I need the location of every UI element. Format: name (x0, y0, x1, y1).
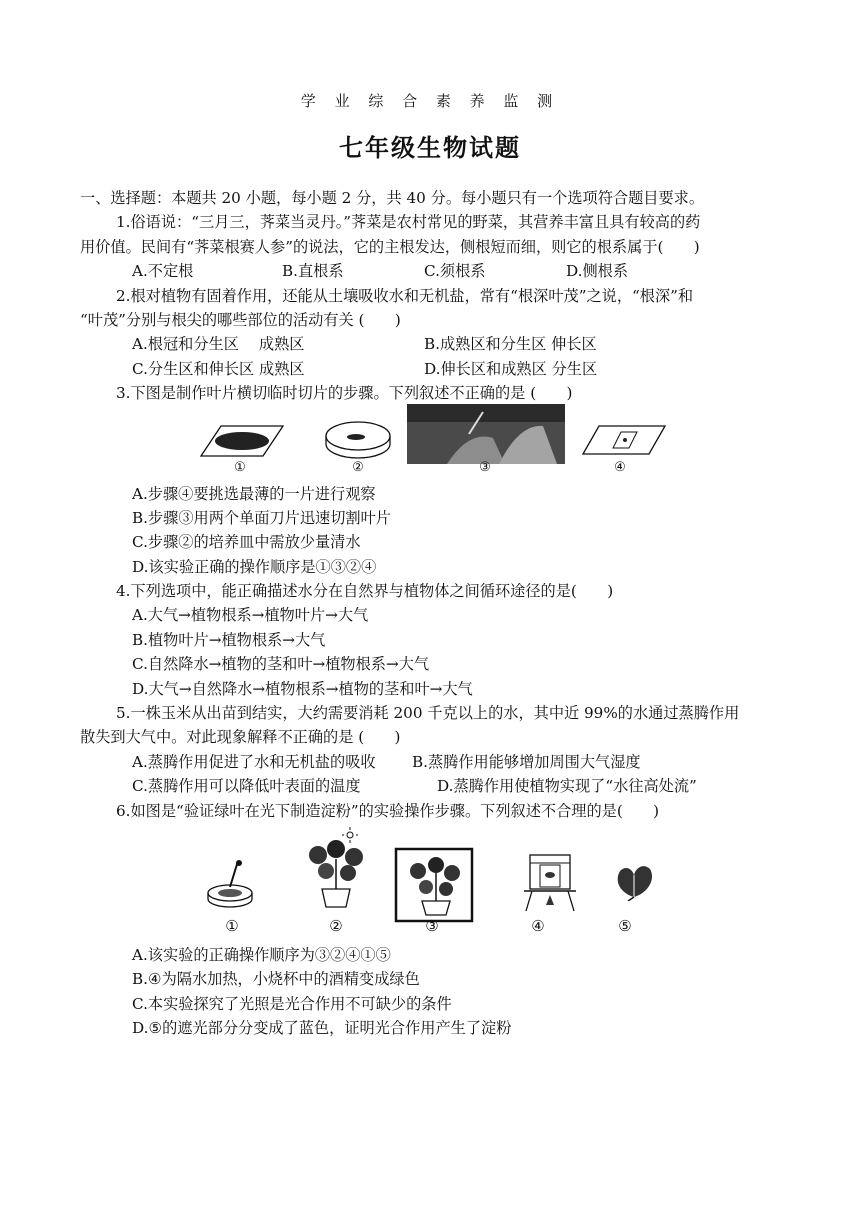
q1-option-b: B.直根系 (282, 262, 344, 281)
q4-option-a: A.大气→植物根系→植物叶片→大气 (132, 606, 369, 625)
q2-option-c: C.分生区和伸长区 成熟区 (132, 359, 305, 378)
dish-with-dropper-image (202, 859, 262, 909)
q3-line-1: 3.下图是制作叶片横切临时切片的步骤。下列叙述不正确的是 ( ) (116, 384, 573, 403)
q3-figure-label-4: ④ (614, 459, 626, 475)
q6-figure (80, 827, 785, 939)
q6-figure-label-3: ③ (425, 916, 439, 935)
q6-option-a: A.该实验的正确操作顺序为③②④①⑤ (132, 945, 391, 964)
temporary-slide-image (577, 422, 669, 458)
q6-option-d: D.⑤的遮光部分分变成了蓝色，证明光合作用产生了淀粉 (132, 1019, 512, 1038)
q1-option-a: A.不定根 (132, 262, 194, 281)
section-heading: 一、选择题：本题共 20 小题，每小题 2 分，共 40 分。每小题只有一个选项符合题目要求。 (80, 189, 705, 207)
q2-option-b: B.成熟区和分生区 伸长区 (424, 335, 597, 354)
q6-figure-label-5: ⑤ (618, 916, 632, 935)
q6-option-c: C.本实验探究了光照是光合作用不可缺少的条件 (132, 994, 452, 1013)
leaf-on-slide-image (195, 420, 287, 460)
q2-option-d: D.伸长区和成熟区 分生区 (424, 359, 598, 378)
q6-figure-label-1: ① (225, 916, 239, 935)
q1-line-2: 用价值。民间有“荠菜根赛人参”的说法，它的主根发达，侧根短而细，则它的根系属于( ) (80, 237, 700, 256)
q5-option-c: C.蒸腾作用可以降低叶表面的温度 (132, 777, 361, 796)
cutting-leaf-photo (407, 404, 565, 464)
q3-option-b: B.步骤③用两个单面刀片迅速切割叶片 (132, 508, 391, 527)
q5-option-a: A.蒸腾作用促进了水和无机盐的吸收 (132, 752, 376, 771)
q1-options (80, 259, 785, 283)
plant-in-dark-box-image (394, 847, 474, 923)
q5-line-2: 散失到大气中。对此现象解释不正确的是 ( ) (80, 728, 401, 747)
q2-option-a: A.根冠和分生区 成熟区 (132, 335, 305, 354)
q3-option-c: C.步骤②的培养皿中需放少量清水 (132, 533, 361, 552)
exam-subtitle: 学 业 综 合 素 养 监 测 (300, 92, 560, 110)
q3-figure (80, 412, 785, 478)
q6-line-1: 6.如图是“验证绿叶在光下制造淀粉”的实验操作步骤。下列叙述不合理的是( ) (116, 801, 660, 820)
water-bath-heating-image (520, 851, 580, 913)
q4-line-1: 4.下列选项中，能正确描述水分在自然界与植物体之间循环途径的是( ) (116, 582, 614, 601)
q2-line-1: 2.根对植物有固着作用，还能从土壤吸收水和无机盐，常有“根深叶茂”之说，“根深”和 (116, 286, 694, 305)
q6-option-b: B.④为隔水加热，小烧杯中的酒精变成绿色 (132, 970, 420, 989)
q3-figure-label-2: ② (352, 459, 364, 475)
q1-option-c: C.须根系 (424, 262, 486, 281)
q2-options-row-2 (80, 357, 785, 381)
q3-figure-label-1: ① (234, 459, 246, 475)
petri-dish-image (323, 418, 393, 462)
q2-options-row-1 (80, 332, 785, 356)
question-section (80, 186, 785, 1041)
stained-leaf-image (612, 861, 656, 901)
q1-option-d: D.侧根系 (566, 262, 629, 281)
q1-line-1: 1.俗语说：“三月三，荠菜当灵丹。”荠菜是农村常见的野菜，其营养丰富且具有较高的药 (116, 213, 701, 232)
q3-option-a: A.步骤④要挑选最薄的一片进行观察 (132, 484, 376, 503)
q5-options-row-1 (80, 750, 785, 774)
q5-options-row-2 (80, 774, 785, 798)
q5-option-b: B.蒸腾作用能够增加周围大气湿度 (412, 752, 641, 771)
q3-option-d: D.该实验正确的操作顺序是①③②④ (132, 557, 377, 576)
q5-option-d: D.蒸腾作用使植物实现了“水往高处流” (437, 777, 697, 796)
q6-figure-label-2: ② (329, 916, 343, 935)
q2-line-2: “叶茂”分别与根尖的哪些部位的活动有关 ( ) (80, 310, 401, 329)
q5-line-1: 5.一株玉米从出苗到结实，大约需要消耗 200 千克以上的水，其中近 99%的水通过蒸腾作用 (116, 704, 740, 723)
q4-option-b: B.植物叶片→植物根系→大气 (132, 630, 326, 649)
q6-figure-label-4: ④ (531, 916, 545, 935)
q4-option-c: C.自然降水→植物的茎和叶→植物根系→大气 (132, 655, 430, 674)
potted-plant-in-sunlight-image (300, 827, 372, 909)
q4-option-d: D.大气→自然降水→植物根系→植物的茎和叶→大气 (132, 679, 473, 698)
q3-figure-label-3: ③ (479, 459, 491, 475)
exam-title: 七年级生物试题 (339, 133, 521, 162)
